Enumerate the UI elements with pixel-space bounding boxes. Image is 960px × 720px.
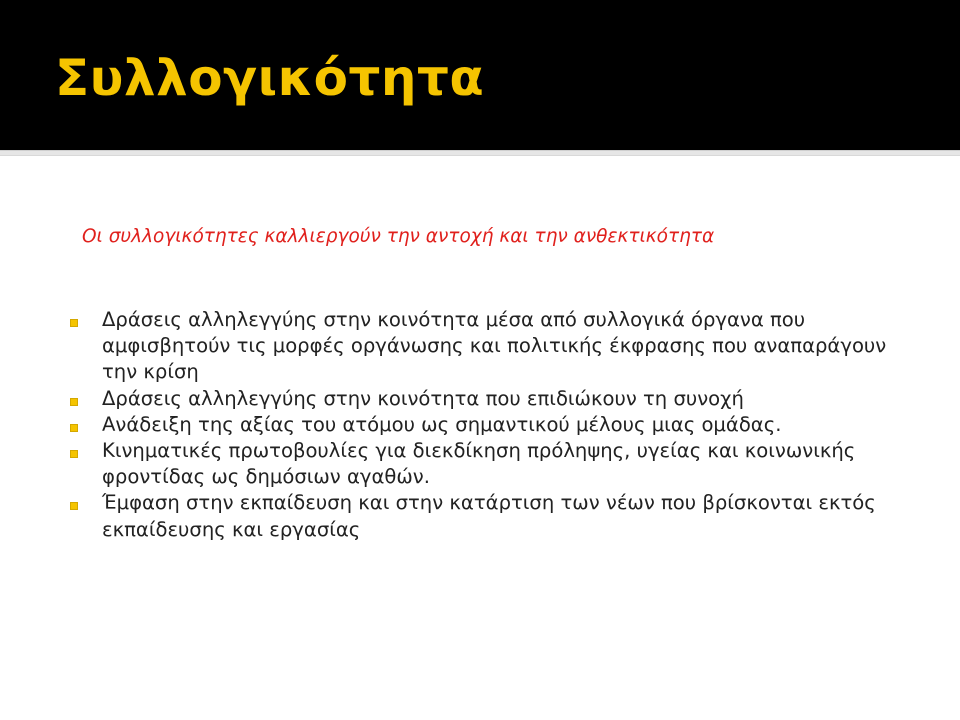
- bullet-text: Κινηματικές πρωτοβουλίες για διεκδίκηση πρόληψης, υγείας και κοινωνικής φροντίδας ως δημόσιων αγαθών.: [102, 439, 856, 489]
- bullet-text: Έμφαση στην εκπαίδευση και στην κατάρτιση των νέων που βρίσκονται εκτός εκπαίδευσης και εργασίας: [102, 491, 876, 541]
- title-bar: [0, 0, 960, 150]
- slide-subtitle: Οι συλλογικότητες καλλιεργούν την αντοχή και την ανθεκτικότητα: [82, 226, 715, 247]
- bullet-text: Δράσεις αλληλεγγύης στην κοινότητα μέσα από συλλογικά όργανα που αμφισβητούν τις μορφές οργάνωσης και πολιτικής έκφρασης που αναπαράγουν την κρίση: [102, 308, 887, 384]
- bullet-text: Ανάδειξη της αξίας του ατόμου ως σημαντικού μέλους μιας ομάδας.: [102, 412, 782, 436]
- square-bullet-icon: [70, 424, 78, 432]
- square-bullet-icon: [70, 398, 78, 406]
- bullet-item: [96, 386, 916, 412]
- square-bullet-icon: [70, 502, 78, 510]
- bullet-item: [96, 412, 916, 438]
- slide-title: Συλλογικότητα: [55, 49, 485, 107]
- square-bullet-icon: [70, 319, 78, 327]
- bullet-item: [96, 490, 916, 542]
- bullet-item: [96, 307, 916, 386]
- title-divider: [0, 150, 960, 156]
- square-bullet-icon: [70, 450, 78, 458]
- bullet-item: [96, 438, 916, 490]
- bullet-text: Δράσεις αλληλεγγύης στην κοινότητα που επιδιώκουν τη συνοχή: [102, 386, 744, 410]
- bullet-list: [96, 307, 916, 543]
